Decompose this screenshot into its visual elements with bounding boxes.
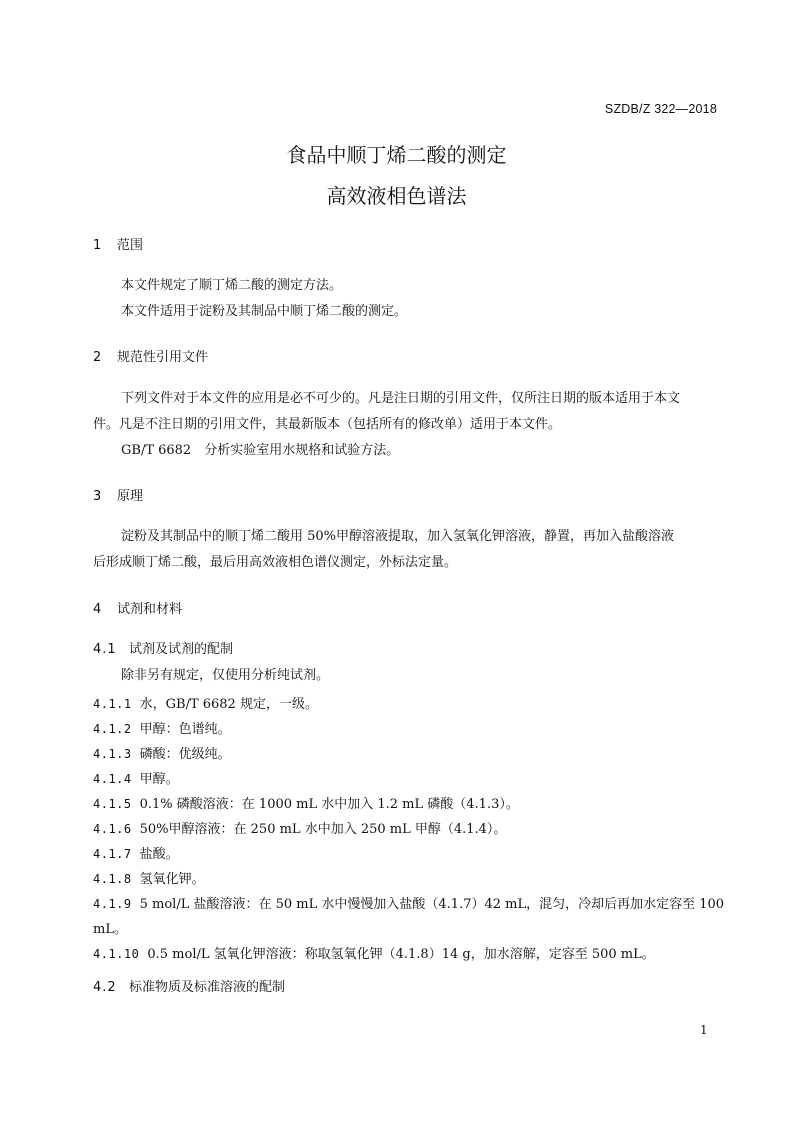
list-item — [93, 793, 519, 812]
section-title: 原理 — [117, 489, 144, 504]
section-title: 规范性引用文件 — [117, 350, 209, 365]
list-item — [93, 893, 724, 912]
list-item — [93, 868, 205, 887]
section-number: 2 — [93, 350, 102, 365]
list-item-continuation — [93, 918, 127, 937]
item-number: 4.1.3 — [93, 747, 132, 761]
item-text: 50%甲醇溶液：在 250 mL 水中加入 250 mL 甲醇（4.1.4）。 — [139, 822, 507, 837]
section-2-paragraph: 件。凡是不注日期的引用文件，其最新版本（包括所有的修改单）适用于本文件。 — [93, 417, 562, 432]
item-number: 4.1.4 — [93, 772, 132, 786]
item-number: 4.1.2 — [93, 722, 132, 736]
item-text: 水，GB/T 6682 规定，一级。 — [139, 697, 318, 712]
list-item — [93, 843, 179, 862]
section-title: 范围 — [117, 238, 144, 253]
subsection-number: 4.2 — [93, 980, 117, 995]
item-text: 5 mol/L 盐酸溶液：在 50 mL 水中慢慢加入盐酸（4.1.7）42 mL，混匀，冷却后再加水定容至 100 — [139, 897, 725, 912]
list-item — [93, 818, 506, 837]
subsection-intro: 除非另有规定，仅使用分析纯试剂。 — [121, 668, 330, 683]
section-number: 3 — [93, 489, 102, 504]
section-3-paragraph: 淀粉及其制品中的顺丁烯二酸用 50%甲醇溶液提取，加入氢氧化钾溶液，静置，再加入盐酸溶液 — [121, 529, 675, 544]
standard-code: SZDB/Z 322—2018 — [604, 102, 717, 116]
list-item — [93, 693, 318, 712]
item-text: 氢氧化钾。 — [139, 872, 205, 887]
document-title: 食品中顺丁烯二酸的测定 — [286, 143, 507, 167]
list-item — [93, 718, 231, 737]
item-text: 0.1% 磷酸溶液：在 1000 mL 水中加入 1.2 mL 磷酸（4.1.3）。 — [139, 797, 519, 812]
section-4-heading — [93, 598, 182, 617]
section-number: 4 — [93, 602, 102, 617]
page-number: 1 — [700, 1023, 708, 1037]
section-title: 试剂和材料 — [117, 602, 183, 617]
subsection-title: 标准物质及标准溶液的配制 — [129, 980, 286, 995]
section-3-heading — [93, 485, 143, 504]
section-1-paragraph: 本文件适用于淀粉及其制品中顺丁烯二酸的测定。 — [121, 304, 408, 319]
item-number: 4.1.6 — [93, 822, 132, 836]
normative-reference: GB/T 6682 分析实验室用水规格和试验方法。 — [121, 443, 400, 458]
item-text: 甲醇。 — [139, 772, 179, 787]
item-text: 甲醇：色谱纯。 — [139, 722, 231, 737]
item-text: mL。 — [93, 922, 127, 937]
item-number: 4.1.10 — [93, 947, 140, 961]
subsection-number: 4.1 — [93, 642, 117, 657]
list-item — [93, 743, 231, 762]
item-number: 4.1.5 — [93, 797, 132, 811]
subsection-title: 试剂及试剂的配制 — [129, 642, 234, 657]
section-2-heading — [93, 346, 208, 365]
item-text: 0.5 mol/L 氢氧化钾溶液：称取氢氧化钾（4.1.8）14 g，加水溶解，定容至 500 mL。 — [147, 947, 655, 962]
section-number: 1 — [93, 238, 102, 253]
section-3-paragraph: 后形成顺丁烯二酸，最后用高效液相色谱仪测定，外标法定量。 — [93, 555, 458, 570]
item-number: 4.1.7 — [93, 847, 132, 861]
document-subtitle: 高效液相色谱法 — [326, 184, 467, 208]
list-item — [93, 943, 655, 962]
subsection-4-1-heading — [93, 638, 233, 657]
section-2-paragraph: 下列文件对于本文件的应用是必不可少的。凡是注日期的引用文件，仅所注日期的版本适用于本文 — [121, 391, 681, 406]
item-number: 4.1.8 — [93, 872, 132, 886]
subsection-4-2-heading — [93, 976, 285, 995]
item-text: 磷酸：优级纯。 — [139, 747, 231, 762]
item-number: 4.1.9 — [93, 897, 132, 911]
list-item — [93, 768, 179, 787]
item-text: 盐酸。 — [139, 847, 179, 862]
section-1-heading — [93, 234, 143, 253]
item-number: 4.1.1 — [93, 697, 132, 711]
section-1-paragraph: 本文件规定了顺丁烯二酸的测定方法。 — [121, 278, 343, 293]
